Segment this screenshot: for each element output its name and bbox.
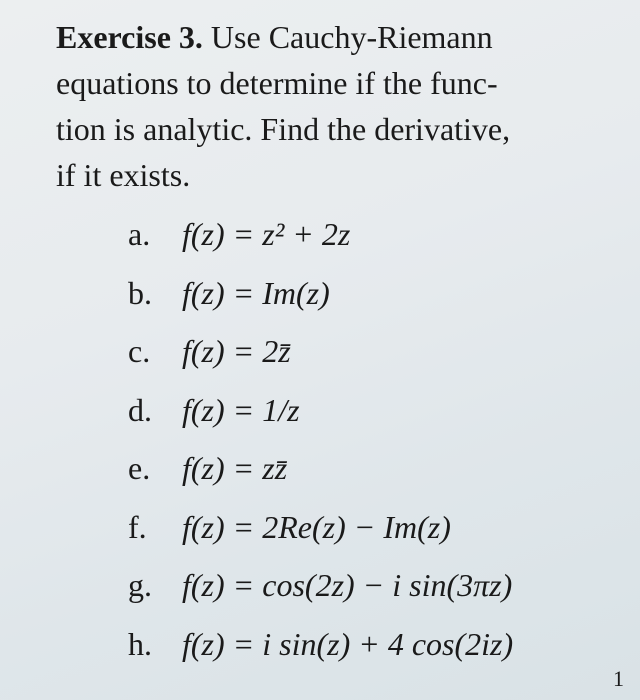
list-item bbox=[128, 615, 628, 674]
item-expression: f(z) = 1/z bbox=[182, 391, 300, 428]
list-item bbox=[128, 556, 628, 615]
item-label: d. bbox=[128, 391, 152, 428]
list-item bbox=[128, 322, 628, 381]
item-label: h. bbox=[128, 625, 152, 662]
item-label: f. bbox=[128, 508, 147, 545]
item-label: g. bbox=[128, 567, 152, 603]
item-expression: f(z) = Im(z) bbox=[182, 274, 330, 311]
item-label: c. bbox=[128, 333, 151, 369]
item-expression: f(z) = zz̄ bbox=[182, 450, 288, 486]
list-item bbox=[128, 498, 628, 557]
exercise-line-2: equations to determine if the func- bbox=[56, 65, 498, 101]
exercise-line-1 bbox=[56, 14, 616, 60]
list-item bbox=[128, 205, 628, 264]
exercise-line-3: tion is analytic. Find the derivative, bbox=[56, 111, 511, 147]
item-label: a. bbox=[128, 216, 151, 252]
item-expression: f(z) = cos(2z) − i sin(3πz) bbox=[182, 567, 513, 603]
item-expression: f(z) = z² + 2z bbox=[182, 216, 351, 252]
page-number: 1 bbox=[613, 666, 624, 691]
item-expression: f(z) = i sin(z) + 4 cos(2iz) bbox=[182, 625, 514, 662]
item-expression: f(z) = 2z̄ bbox=[182, 333, 291, 369]
exercise-paragraph bbox=[56, 14, 616, 198]
list-item bbox=[128, 381, 628, 440]
item-label: b. bbox=[128, 274, 152, 311]
exercise-item-list bbox=[128, 205, 628, 673]
exercise-heading: Exercise 3. bbox=[56, 19, 203, 55]
exercise-line-4: if it exists. bbox=[56, 157, 191, 193]
exercise-text-1: Use Cauchy-Riemann bbox=[210, 19, 493, 55]
list-item bbox=[128, 264, 628, 323]
list-item bbox=[128, 439, 628, 498]
item-label: e. bbox=[128, 450, 151, 486]
item-expression: f(z) = 2Re(z) − Im(z) bbox=[182, 508, 451, 545]
